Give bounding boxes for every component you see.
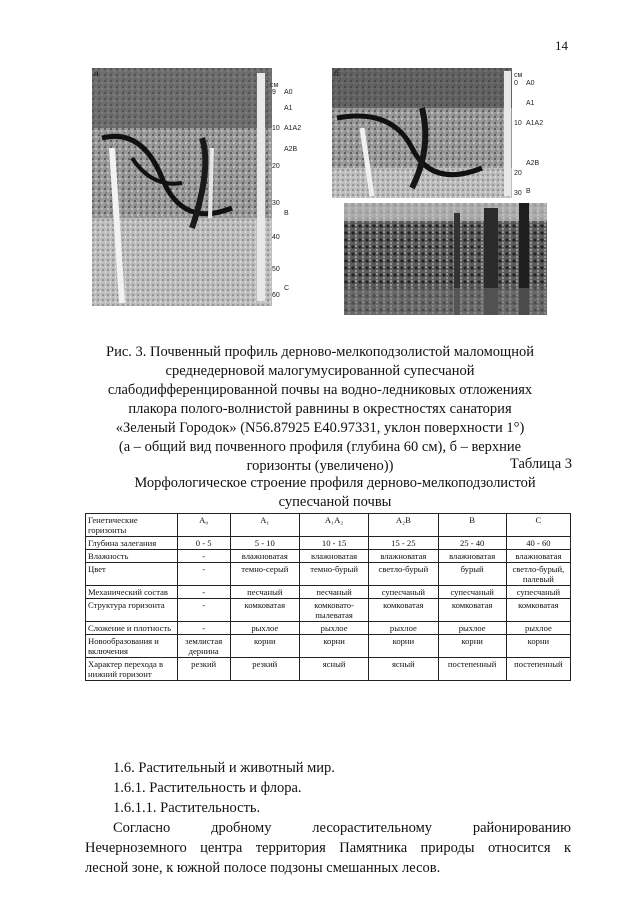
table-cell: рыхлое <box>299 622 368 635</box>
soil-profile-photo-a-image <box>92 68 272 306</box>
table-cell: - <box>177 563 230 586</box>
section-heading-1-6: 1.6. Растительный и животный мир. <box>113 760 335 776</box>
forest-photo <box>344 203 547 315</box>
scale-a-30: 30 <box>272 200 280 207</box>
table-cell: Цвет <box>86 563 178 586</box>
table-cell: рыхлое <box>230 622 299 635</box>
table-header-cell: C <box>506 514 570 537</box>
table-header-cell: A₀ <box>177 514 230 537</box>
table-cell: влажноватая <box>299 550 368 563</box>
paragraph-line: лесной зоне, к южной полосе подзоны смешанных лесов. <box>85 860 441 876</box>
table-cell: корни <box>299 635 368 658</box>
paragraph-line: Согласно дробному лесорастительному районированию <box>113 820 571 836</box>
scale-b-B: B <box>526 188 531 195</box>
soil-profile-photo-b-image <box>332 68 512 198</box>
section-heading-1-6-1: 1.6.1. Растительность и флора. <box>113 780 302 796</box>
table-row <box>86 586 571 599</box>
table-cell: 25 - 40 <box>438 537 506 550</box>
table-cell: рыхлое <box>438 622 506 635</box>
table-cell: рыхлое <box>506 622 570 635</box>
table-cell: супесчаный <box>506 586 570 599</box>
table-row <box>86 550 571 563</box>
table-header-row <box>86 514 571 537</box>
scale-a-20: 20 <box>272 163 280 170</box>
table-cell: комковатая <box>369 599 438 622</box>
forest-photo-image <box>344 203 547 315</box>
table-cell: супесчаный <box>369 586 438 599</box>
table-header-cell: A₁ <box>230 514 299 537</box>
scale-a-A2B: A2B <box>284 146 298 153</box>
scale-a-A1A2: A1A2 <box>284 125 302 132</box>
paragraph-line: Нечерноземного центра территория Памятника природы относится к <box>85 840 571 856</box>
table-header-cell: Генетические горизонты <box>86 514 178 537</box>
table-cell: Структура горизонта <box>86 599 178 622</box>
table-cell: песчаный <box>230 586 299 599</box>
table-cell: темно-бурый <box>299 563 368 586</box>
caption-line: Рис. 3. Почвенный профиль дерново-мелкоподзолистой маломощной <box>106 344 534 360</box>
table-row <box>86 635 571 658</box>
table-cell: комковато-пылеватая <box>299 599 368 622</box>
table-cell: Новообразования и включения <box>86 635 178 658</box>
caption-line: среднедерновой малогумусированной супесчаной <box>165 363 475 379</box>
scale-a-50: 50 <box>272 266 280 273</box>
scale-b-10: 10 <box>514 120 522 127</box>
scale-a-B: B <box>284 210 289 217</box>
table-label: Таблица 3 <box>509 456 572 472</box>
scale-b-A1: A1 <box>526 100 535 107</box>
table-cell: постепенный <box>506 658 570 681</box>
table-title-line: супесчаной почвы <box>278 494 392 510</box>
table-cell: Сложение и плотность <box>86 622 178 635</box>
table-header-cell: B <box>438 514 506 537</box>
table-cell: - <box>177 599 230 622</box>
scale-a-60: 60 <box>272 292 280 299</box>
table-cell: Характер перехода в нижний горизонт <box>86 658 178 681</box>
table-title <box>100 474 570 512</box>
scale-a-A1: A1 <box>284 105 293 112</box>
table-cell: корни <box>230 635 299 658</box>
table-cell: корни <box>506 635 570 658</box>
table-cell: влажноватая <box>230 550 299 563</box>
table-cell: резкий <box>230 658 299 681</box>
table-header-cell: A₂B <box>369 514 438 537</box>
scale-b-20: 20 <box>514 170 522 177</box>
scale-b-unit: см <box>514 72 523 79</box>
table-cell: 0 - 5 <box>177 537 230 550</box>
table-cell: бурый <box>438 563 506 586</box>
table-cell: 10 - 15 <box>299 537 368 550</box>
table-row <box>86 622 571 635</box>
scale-a-unit: см <box>270 82 279 89</box>
table-cell: комковатая <box>506 599 570 622</box>
scale-b-A1A2: A1A2 <box>526 120 544 127</box>
scale-b-30: 30 <box>514 190 522 197</box>
table-header-cell: A₁A₂ <box>299 514 368 537</box>
morphology-table <box>85 513 571 681</box>
section-heading-1-6-1-1: 1.6.1.1. Растительность. <box>113 800 261 816</box>
table-cell: супесчаный <box>438 586 506 599</box>
table-cell: влажноватая <box>506 550 570 563</box>
table-cell: постепенный <box>438 658 506 681</box>
table-cell: 40 - 60 <box>506 537 570 550</box>
scale-a-9: 9 <box>272 89 276 96</box>
table-cell: влажноватая <box>438 550 506 563</box>
caption-line: (а – общий вид почвенного профиля (глубина 60 см), б – верхние <box>118 439 522 455</box>
table-cell: Влажность <box>86 550 178 563</box>
table-row <box>86 563 571 586</box>
scale-a-C: C <box>284 285 290 292</box>
caption-line: «Зеленый Городок» (N56.87925 E40.97331, уклон поверхности 1°) <box>115 420 525 436</box>
table-cell: резкий <box>177 658 230 681</box>
photo-b-letter: б <box>334 69 339 78</box>
table-cell: 15 - 25 <box>369 537 438 550</box>
table-cell: корни <box>369 635 438 658</box>
table-cell: комковатая <box>438 599 506 622</box>
soil-profile-photo-b <box>332 68 512 198</box>
table-cell: - <box>177 586 230 599</box>
table-cell: - <box>177 550 230 563</box>
table-cell: рыхлое <box>369 622 438 635</box>
table-cell: комковатая <box>230 599 299 622</box>
table-cell: светло-бурый <box>369 563 438 586</box>
table-cell: 5 - 10 <box>230 537 299 550</box>
scale-b-0: 0 <box>514 80 518 87</box>
photo-a-letter: а <box>94 69 99 78</box>
table-cell: влажноватая <box>369 550 438 563</box>
table-cell: землистая дернина <box>177 635 230 658</box>
table-title-line: Морфологическое строение профиля дерново-мелкоподзолистой <box>134 475 536 491</box>
table-cell: Механический состав <box>86 586 178 599</box>
table-cell: корни <box>438 635 506 658</box>
scale-b-A2B: A2B <box>526 160 540 167</box>
scale-a-40: 40 <box>272 234 280 241</box>
caption-line: плакора полого-волнистой равнины в окрестностях санатория <box>128 401 512 417</box>
table-cell: светло-бурый, палевый <box>506 563 570 586</box>
caption-line: горизонты (увеличено)) <box>246 458 394 474</box>
table-row <box>86 537 571 550</box>
table-cell: песчаный <box>299 586 368 599</box>
table-cell: ясный <box>369 658 438 681</box>
table-cell: - <box>177 622 230 635</box>
scale-b-A0: A0 <box>526 80 535 87</box>
scale-a-10: 10 <box>272 125 280 132</box>
page-number: 14 <box>555 38 568 53</box>
table-row <box>86 599 571 622</box>
table-cell: Глубина залегания <box>86 537 178 550</box>
caption-line: слабодифференцированной почвы на водно-ледниковых отложениях <box>107 382 533 398</box>
table-cell: ясный <box>299 658 368 681</box>
figure-caption <box>70 343 570 476</box>
table-cell: темно-серый <box>230 563 299 586</box>
table-row <box>86 658 571 681</box>
scale-a-A0: A0 <box>284 89 293 96</box>
